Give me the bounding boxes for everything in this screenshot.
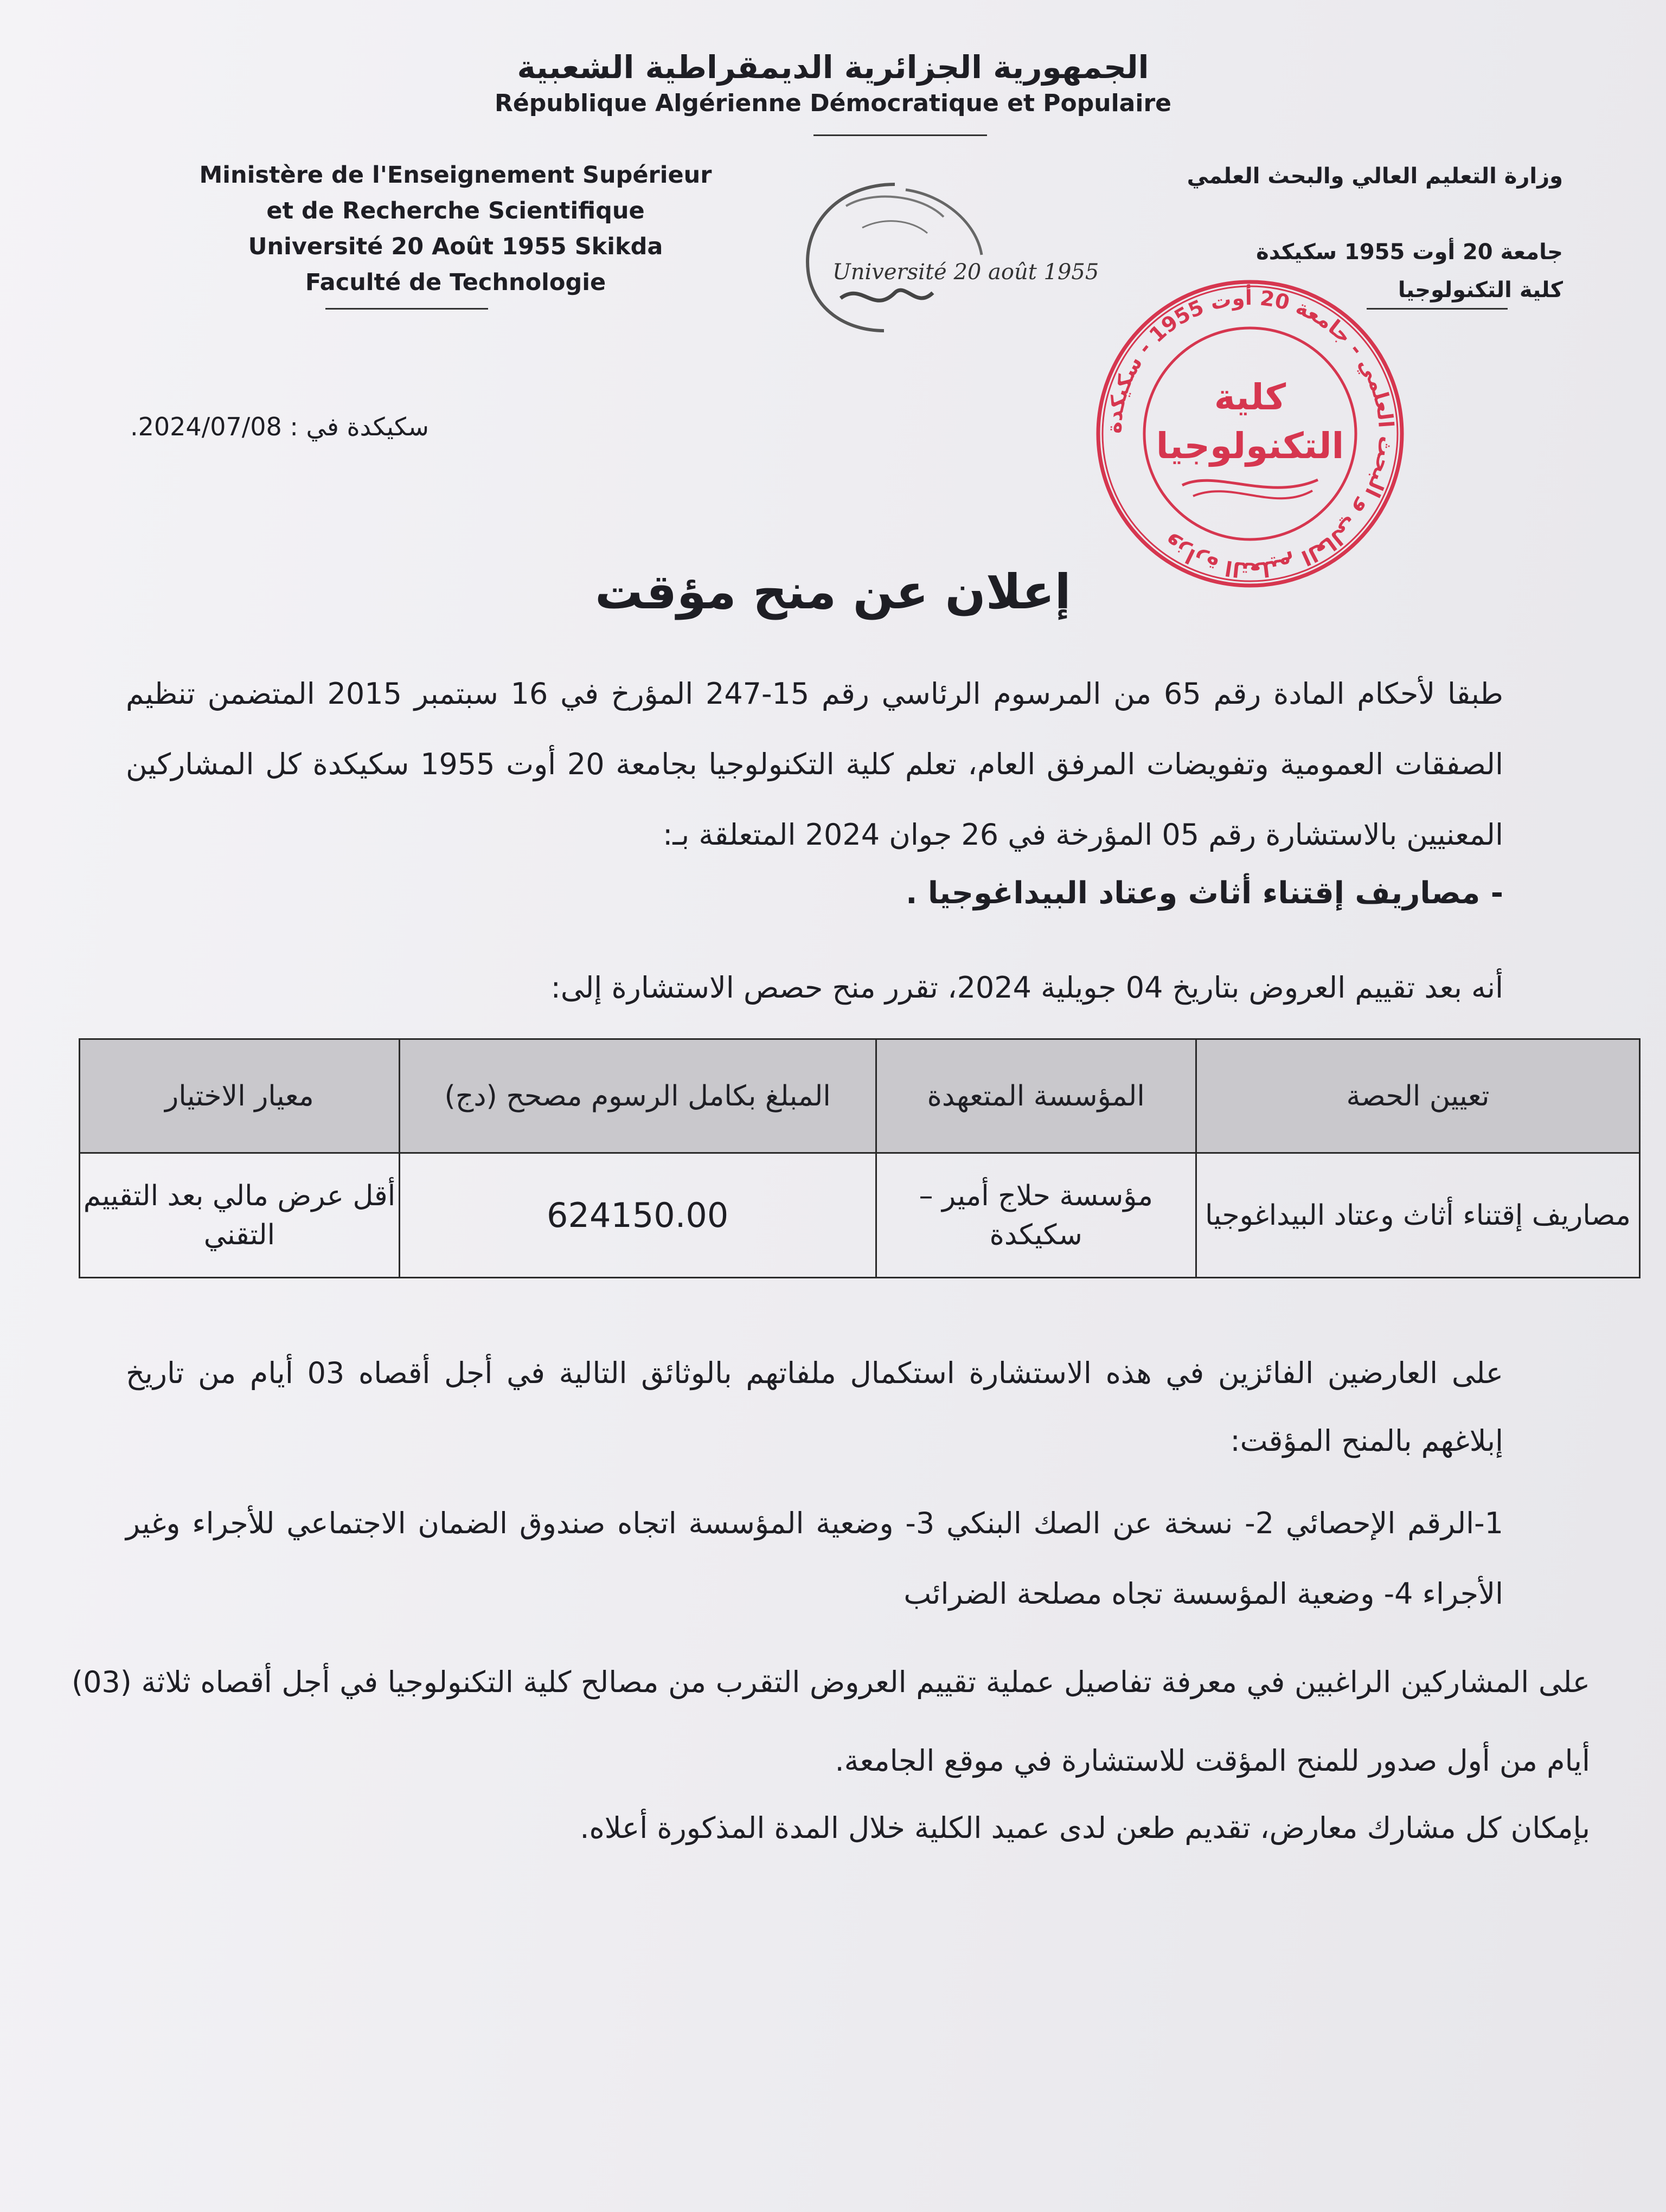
stamp-center-line-2: التكنولوجيا (1156, 425, 1344, 467)
award-table (79, 1038, 1641, 1278)
header-amount: المبلغ بكامل الرسوم مصحح (دج) (399, 1039, 876, 1153)
university-name-arabic: جامعة 20 أوت 1955 سكيكدة (1256, 240, 1563, 265)
faculty-stamp (1090, 274, 1410, 594)
winners-paragraph: على العارضين الفائزين في هذه الاستشارة استكمال ملفاتهم بالوثائق التالية في أجل أقصاه 03 أيام من تاريخ إبلاغهم بالمنح المؤقت: (126, 1356, 1503, 1458)
evaluation-line: أنه بعد تقييم العروض بتاريخ 04 جويلية 2024، تقرر منح حصص الاستشارة إلى: (550, 970, 1503, 1005)
cell-company: مؤسسة حلاج أمير – سكيكدة (876, 1153, 1196, 1278)
ministry-name-arabic: وزارة التعليم العالي والبحث العلمي (1187, 164, 1563, 189)
table-row (80, 1153, 1640, 1278)
logo-text: Université 20 août 1955 (832, 260, 1099, 285)
stamp-center-line-1: كلية (1214, 376, 1286, 418)
intro-paragraph: طبقا لأحكام المادة رقم 65 من المرسوم الرئاسي رقم 15-247 المؤرخ في 16 سبتمبر 2015 المتضمن تنظيم الصفقات العمومية وتفويضات المرفق العام، تعلم كلية التكنولوجيا بجامعة 20 أوت 1955 سكيكدة كل المشاركين المعنيين بالاستشارة رقم 05 المؤرخة في 26 جوان 2024 المتعلقة بـ: (126, 677, 1504, 852)
divider (325, 308, 488, 310)
divider (813, 134, 987, 136)
cell-amount: 624150.00 (399, 1153, 876, 1278)
header-company: المؤسسة المتعهدة (876, 1039, 1196, 1153)
bullet-item: - مصاريف إقتناء أثاث وعتاد البيداغوجيا . (906, 876, 1503, 911)
table-header-row (80, 1039, 1640, 1153)
appeal-paragraph: بإمكان كل مشارك معارض، تقديم طعن لدى عميد الكلية خلال المدة المذكورة أعلاه. (580, 1811, 1590, 1845)
institution-block-french (184, 157, 727, 300)
republic-title-french: République Algérienne Démocratique et Populaire (495, 89, 1171, 117)
stamp-signature-stroke (1193, 491, 1312, 498)
ministry-line-2: et de Recherche Scientifique (266, 197, 645, 224)
cell-lot: مصاريف إقتناء أثاث وعتاد البيداغوجيا (1196, 1153, 1640, 1278)
ministry-line-1: Ministère de l'Enseignement Supérieur (199, 162, 712, 189)
documents-paragraph: 1-الرقم الإحصائي 2- نسخة عن الصك البنكي 3- وضعية المؤسسة اتجاه صندوق الضمان الاجتماعي للأجراء وغير الأجراء 4- وضعية المؤسسة تجاه مصلحة الضرائب (126, 1506, 1503, 1611)
announcement-title: إعلان عن منح مؤقت (595, 564, 1071, 620)
university-logo (781, 168, 1099, 347)
header-lot: تعيين الحصة (1196, 1039, 1640, 1153)
university-name-french: Université 20 Août 1955 Skikda (248, 233, 663, 260)
header-criterion: معيار الاختيار (80, 1039, 400, 1153)
date-line: سكيكدة في : 2024/07/08. (130, 412, 429, 441)
republic-title-arabic: الجمهورية الجزائرية الديمقراطية الشعبية (517, 49, 1149, 86)
cell-criterion: أقل عرض مالي بعد التقييم التقني (80, 1153, 400, 1278)
stamp-signature-stroke (1182, 480, 1318, 487)
details-paragraph: على المشاركين الراغبين في معرفة تفاصيل عملية تقييم العروض التقرب من مصالح كلية التكنولوجيا في أجل أقصاه ثلاثة (03) أيام من أول صدور للمنح المؤقت للاستشارة في موقع الجامعة. (72, 1665, 1590, 1778)
faculty-name-french: Faculté de Technologie (305, 269, 606, 296)
stamp-ring-text: وزارة التعليم العالي و البحث العلمي - جامعة 20 أوت 1955 - سكيكدة (1101, 285, 1399, 582)
faculty-name-arabic: كلية التكنولوجيا (1398, 278, 1563, 303)
